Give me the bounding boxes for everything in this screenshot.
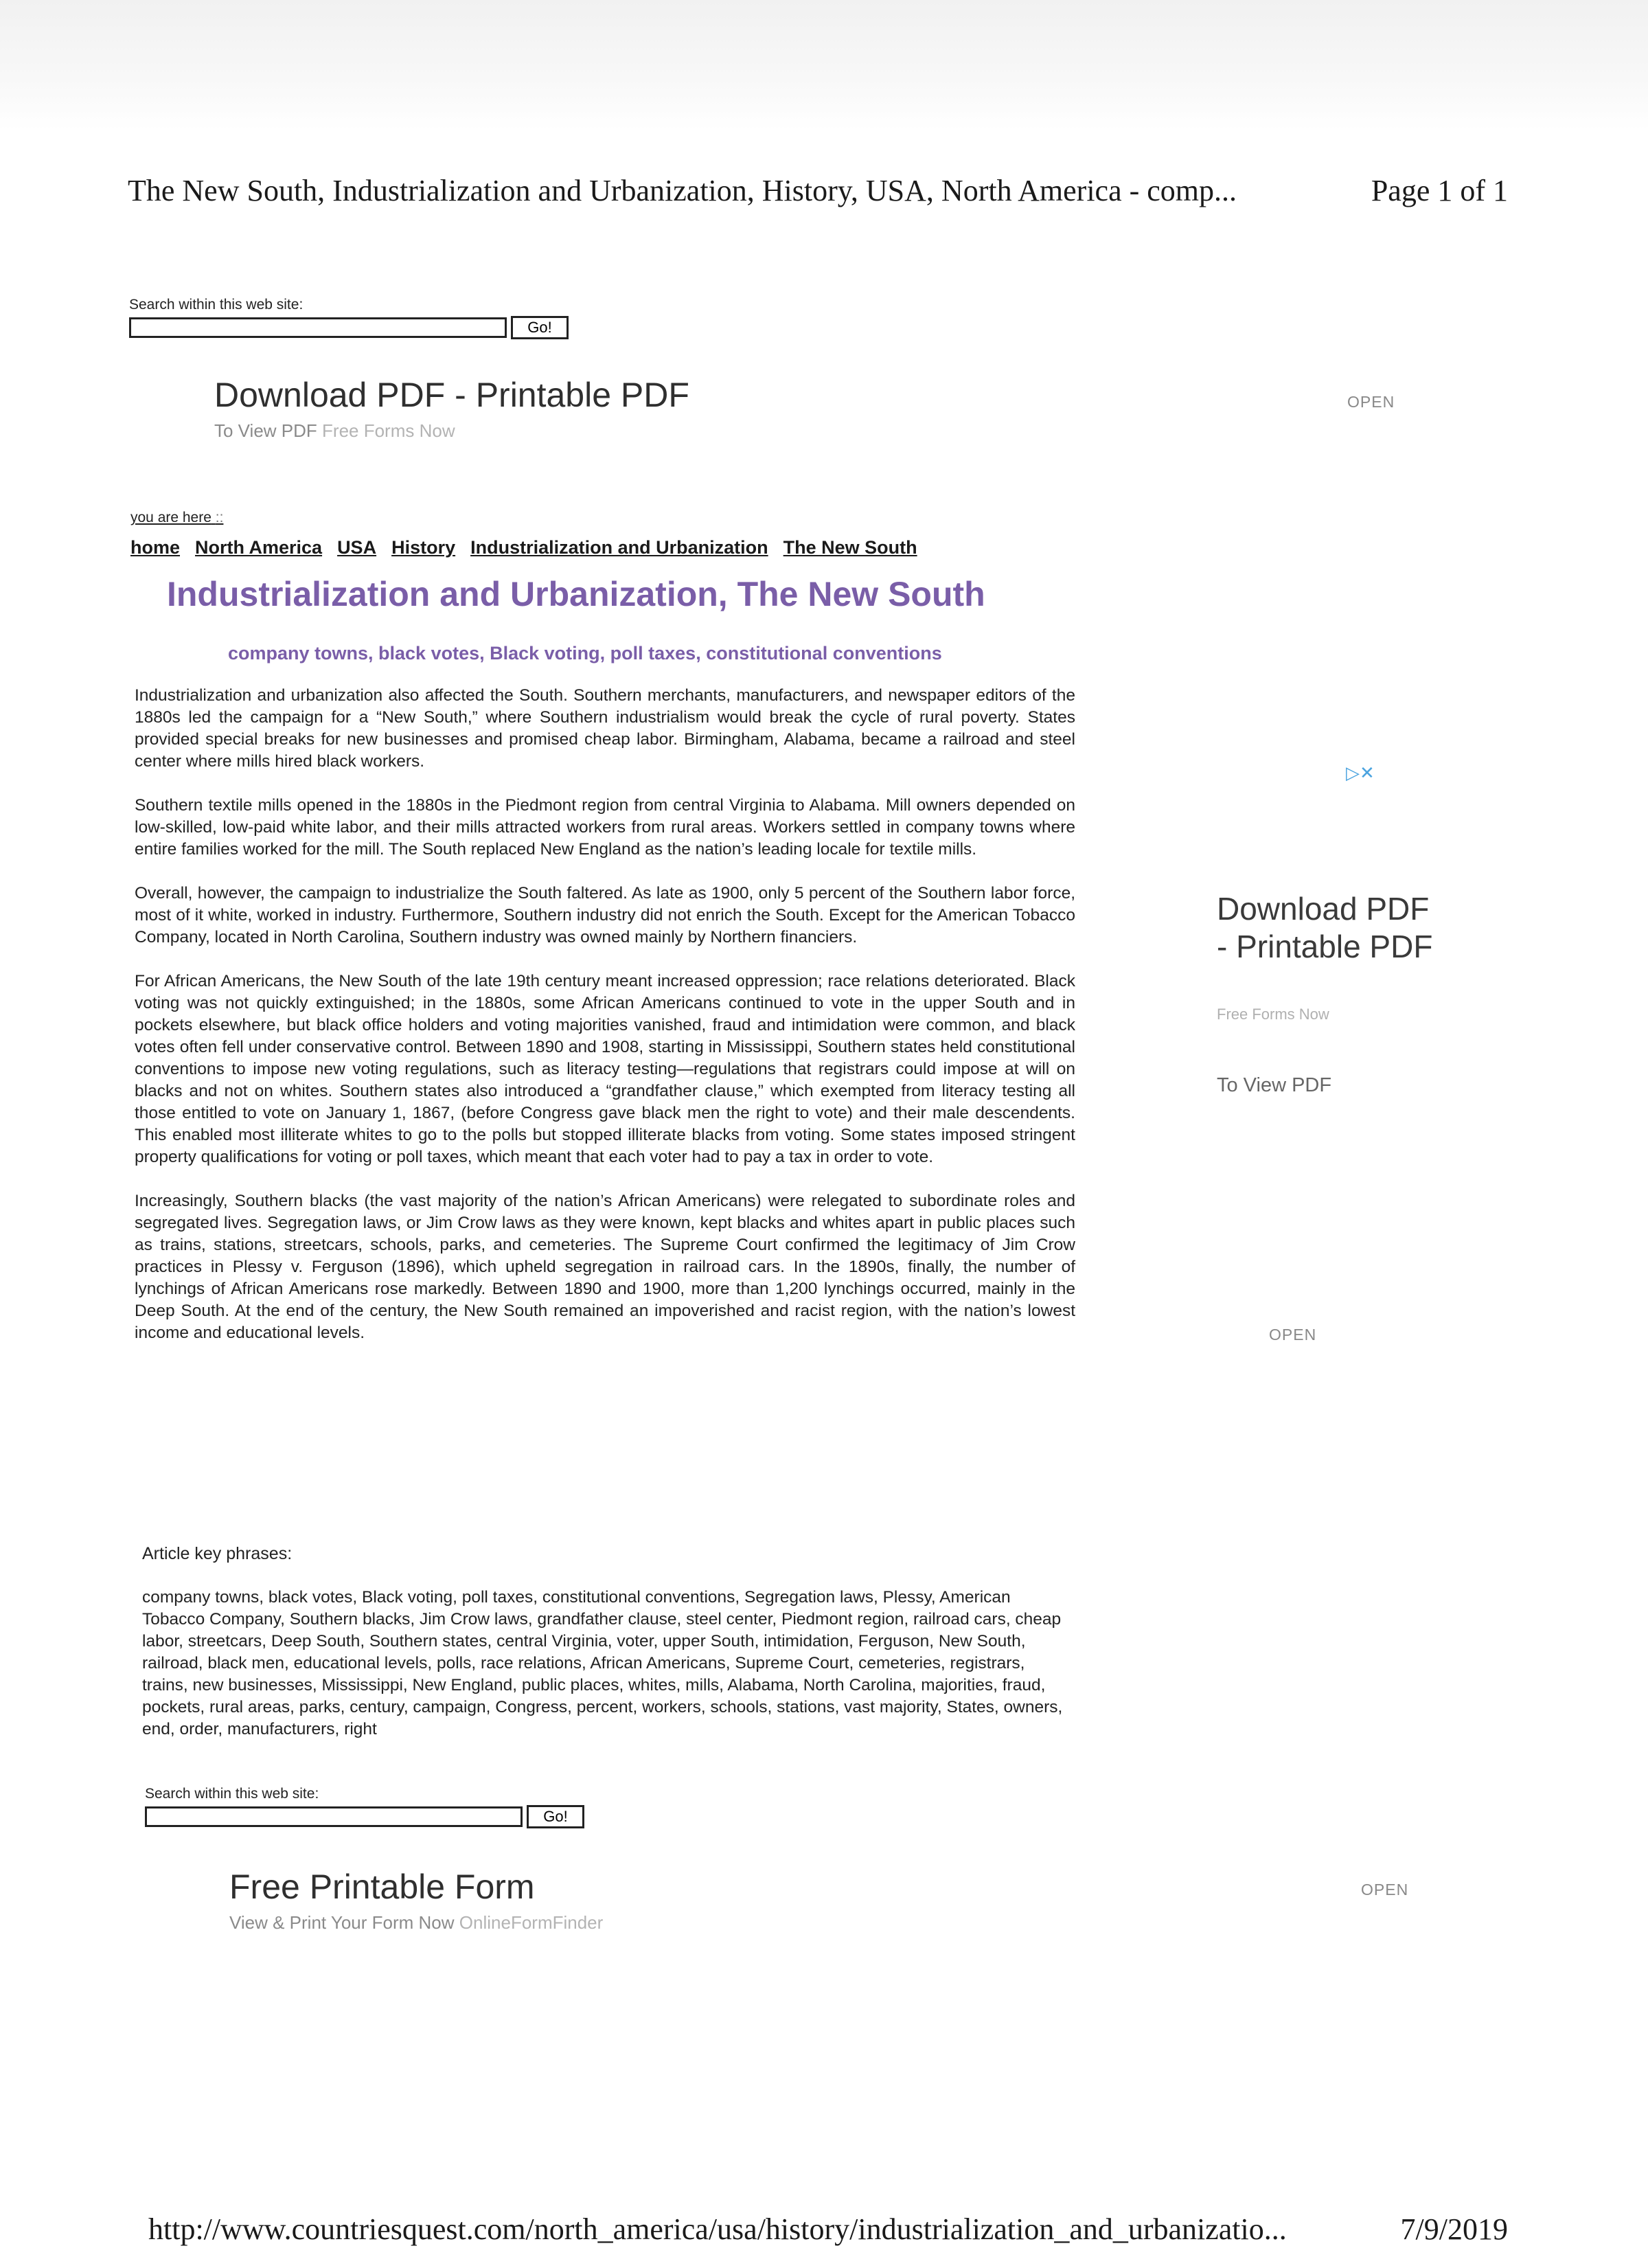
ad-title[interactable]: Download PDF - Printable PDF (214, 376, 689, 414)
article-paragraph: For African Americans, the New South of the late 19th century meant increased oppression; race relations deteriorated. Black voting was not quickly extinguished; in the 1880s, some African Americans continued to vote in the upper South and in pockets elsewhere, but black office holders and voting majorities vanished, fraud and intimidation were common, and black votes often fell under conservative control. Between 1890 and 1908, starting in Mississippi, Southern states held constitutional conventions to impose new voting regulations, such as literacy testing—regulations that registrars could impose at will on blacks and not on whites. Southern states also introduced a “grandfather clause,” which exempted from literacy testing all those entitled to vote on January 1, 1867, (before Congress gave black men the right to vote) and their male descendents. This enabled most illiterate whites to go to the polls but stopped illiterate blacks from voting. Some states imposed stringent property qualifications for voting or poll taxes, which meant that each voter had to pay a tax in order to vote. (135, 972, 1075, 1166)
article-paragraph: Industrialization and urbanization also affected the South. Southern merchants, manufacturers, and newspaper editors of the 1880s led the campaign for a “New South,” where Southern industrialism would break the cycle of rural poverty. States provided special breaks for new businesses and promised cheap labor. Birmingham, Alabama, became a railroad and steel center where mills hired black workers. (135, 686, 1075, 771)
article-paragraph: Overall, however, the campaign to industrialize the South faltered. As late as 1900, only 5 percent of the Southern labor force, most of it white, worked in industry. Furthermore, Southern industry did not enrich the South. Except for the American Tobacco Company, located in North Carolina, Southern industry was owned mainly by Northern financiers. (135, 884, 1075, 946)
you-are-here-separator: :: (215, 510, 224, 525)
ad-subtitle-soft: Free Forms Now (322, 420, 455, 441)
breadcrumb-north-america[interactable]: North America (195, 537, 323, 558)
ad-subtitle-main: To View PDF (214, 420, 317, 441)
side-ad-title[interactable]: Download PDF - Printable PDF (1217, 891, 1433, 964)
search-form-top (129, 297, 678, 339)
search-label: Search within this web site: (145, 1786, 319, 1802)
search-label: Search within this web site: (129, 297, 304, 313)
you-are-here (130, 510, 223, 526)
page-title: Industrialization and Urbanization, The New South (167, 575, 985, 613)
scan-top-band (0, 0, 1648, 131)
print-footer-date: 7/9/2019 (1400, 2212, 1508, 2246)
breadcrumb-new-south[interactable]: The New South (783, 537, 917, 558)
search-input[interactable] (129, 317, 507, 338)
ad-title[interactable]: Free Printable Form (229, 1868, 535, 1906)
search-form-bottom (145, 1786, 694, 1828)
side-ad-subtitle-soft: Free Forms Now (1217, 1006, 1329, 1023)
breadcrumb (130, 537, 917, 558)
side-ad-subtitle: To View PDF (1217, 1074, 1332, 1096)
page-subtitle: company towns, black votes, Black voting, poll taxes, constitutional conventions (228, 643, 942, 664)
ad-banner-top[interactable] (214, 375, 689, 442)
go-button[interactable]: Go! (511, 316, 569, 339)
breadcrumb-history[interactable]: History (391, 537, 456, 558)
article-paragraph: Increasingly, Southern blacks (the vast majority of the nation’s African Americans) were relegated to subordinate roles and segregated lives. Segregation laws, or Jim Crow laws as they were known, kept blacks and whites apart in public places such as trains, stations, streetcars, schools, parks, and cemeteries. The Supreme Court confirmed the legitimacy of Jim Crow practices in Plessy v. Ferguson (1896), which upheld segregation in railroad cars. In the 1890s, finally, the number of lynchings of African Americans rose markedly. Between 1890 and 1900, more than 1,200 lynchings occurred, mainly in the Deep South. At the end of the century, the New South remained an impoverished and racist region, with the nation’s lowest income and educational levels. (135, 1192, 1075, 1342)
print-header (128, 173, 1508, 208)
ad-subtitle (229, 1912, 603, 1934)
print-footer-url: http://www.countriesquest.com/north_america/usa/history/industrialization_and_urbanizatio... (148, 2212, 1287, 2246)
key-phrases-list: company towns, black votes, Black voting, poll taxes, constitutional conventions, Segregation laws, Plessy, American Tobacco Company, Southern blacks, Jim Crow laws, grandfather clause, steel center, Piedmont region, railroad cars, cheap labor, streetcars, Deep South, Southern states, central Virginia, voter, upper South, intimidation, Ferguson, New South, railroad, black men, educational levels, polls, race relations, African Americans, Supreme Court, cemeteries, registrars, trains, new businesses, Mississippi, New England, public places, whites, mills, Alabama, North Carolina, majorities, fraud, pockets, rural areas, parks, century, campaign, Congress, percent, workers, schools, stations, vast majority, States, owners, end, order, manufacturers, right (142, 1588, 1063, 1738)
ad-open-button[interactable]: OPEN (1347, 393, 1395, 411)
search-input[interactable] (145, 1806, 523, 1827)
ad-subtitle (214, 420, 689, 442)
article-body (135, 685, 1075, 1366)
print-footer (148, 2212, 1508, 2247)
ad-choices-icon[interactable]: ▷✕ (1346, 762, 1375, 783)
print-header-page: Page 1 of 1 (1371, 174, 1508, 207)
key-phrases-label: Article key phrases: (142, 1544, 293, 1563)
breadcrumb-usa[interactable]: USA (337, 537, 377, 558)
print-header-title: The New South, Industrialization and Urbanization, History, USA, North America - comp... (128, 174, 1237, 207)
you-are-here-label: you are here (130, 510, 211, 525)
ad-subtitle-main: View & Print Your Form Now (229, 1912, 455, 1933)
ad-open-button[interactable]: OPEN (1361, 1881, 1409, 1898)
breadcrumb-home[interactable]: home (130, 537, 181, 558)
breadcrumb-industrialization[interactable]: Industrialization and Urbanization (470, 537, 768, 558)
side-ad-open-button[interactable]: OPEN (1269, 1326, 1317, 1343)
article-paragraph: Southern textile mills opened in the 1880s in the Piedmont region from central Virginia to Alabama. Mill owners depended on low-skilled, low-paid white labor, and their mills attracted workers from rural areas. Workers settled in company towns where entire families worked for the mill. The South replaced New England as the nation’s leading locale for textile mills. (135, 796, 1075, 859)
side-ad[interactable] (1217, 890, 1443, 1097)
ad-banner-bottom[interactable] (229, 1867, 603, 1934)
go-button[interactable]: Go! (527, 1805, 584, 1828)
ad-subtitle-soft: OnlineFormFinder (459, 1912, 604, 1933)
